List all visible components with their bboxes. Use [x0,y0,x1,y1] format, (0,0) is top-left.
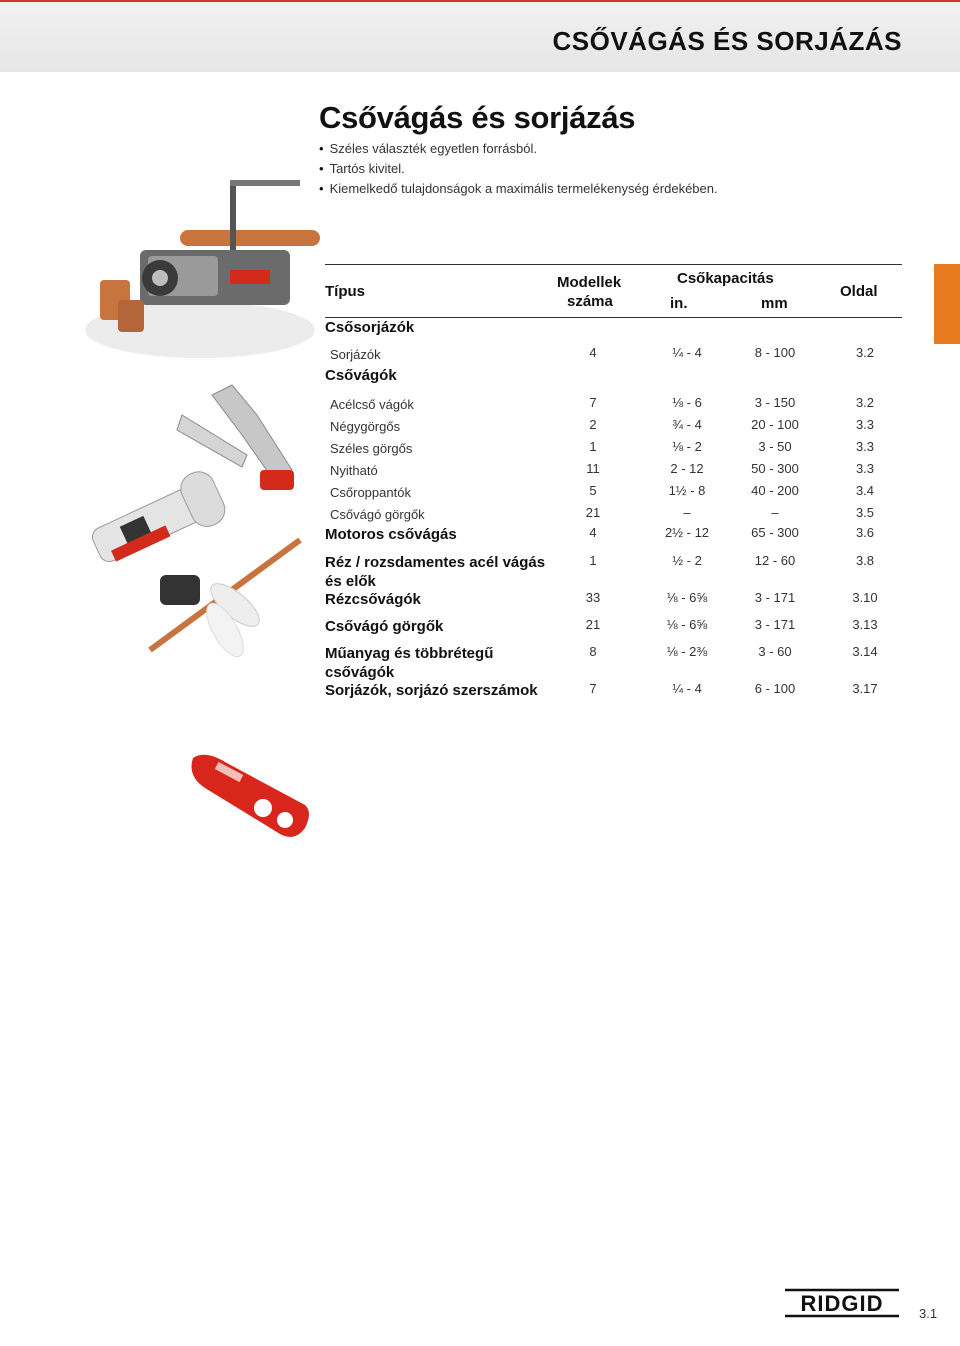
row-in: ¼ - 4 [672,345,702,360]
row-mm: 3 - 171 [754,617,796,632]
page-header-bar [0,0,960,72]
row-in: ⅛ - 6⅝ [666,617,708,632]
row-label: Csővágók [325,367,397,384]
row-in: 1½ - 8 [668,483,706,498]
row-label: Csőroppantók [330,485,411,500]
page-number: 3.1 [919,1306,938,1321]
row-label: Csővágó görgők [325,618,444,635]
row-page: 3.14 [852,644,878,659]
row-mm: 3 - 60 [758,644,792,659]
row-mm: 3 - 171 [754,590,796,605]
row-page: 3.3 [855,439,875,454]
row-mm: 40 - 200 [751,483,799,498]
header-type: Típus [325,283,365,300]
row-page: 3.13 [852,617,878,632]
chapter-tab [934,264,960,344]
row-in: ⅛ - 2 [672,439,702,454]
row-label: Acélcső vágók [330,397,414,412]
row-models: 21 [585,505,601,520]
section-title: Csővágás és sorjázás [319,100,636,135]
row-page: 3.8 [855,553,875,568]
row-page: 3.6 [855,525,875,540]
row-models: 8 [589,644,597,659]
row-label: Széles görgős [330,441,413,456]
row-label: Műanyag és többrétegű csővágók [325,645,494,681]
row-in: ¼ - 4 [672,681,702,696]
row-mm: 12 - 60 [754,553,796,568]
row-page: 3.3 [855,461,875,476]
row-models: 1 [589,553,597,568]
row-in: ⅛ - 2⅜ [666,644,708,659]
feature-item: • Széles választék egyetlen forrásból. [319,139,718,159]
row-models: 21 [585,617,601,632]
row-models: 7 [589,395,597,410]
row-page: 3.5 [855,505,875,520]
row-mm: 65 - 300 [751,525,799,540]
row-in: – [683,505,691,520]
copper-tube-cutter-illustration [140,535,310,675]
row-label: Nyitható [330,463,378,478]
row-label: Csővágó görgők [330,507,425,522]
row-models: 1 [589,439,597,454]
row-models: 5 [589,483,597,498]
row-models: 11 [586,461,600,476]
row-mm: 6 - 100 [754,681,796,696]
row-mm: 3 - 150 [754,395,796,410]
row-mm: 50 - 300 [751,461,799,476]
row-label: Csősorjázók [325,319,415,336]
row-page: 3.2 [855,345,875,360]
row-in: ⅛ - 6⅝ [666,590,708,605]
row-in: ½ - 2 [672,553,702,568]
page-header-title: CSŐVÁGÁS ÉS SORJÁZÁS [552,26,902,56]
svg-text:RIDGID: RIDGID [800,1291,884,1316]
table-header [325,264,902,318]
row-mm: 20 - 100 [751,417,799,432]
feature-list [319,139,718,199]
row-models: 2 [589,417,597,432]
row-in: 2 - 12 [670,461,704,476]
row-label: Motoros csővágás [325,526,457,543]
plastic-tube-cutter-illustration [185,750,315,845]
row-mm: – [771,505,779,520]
row-label: Sorjázók [330,347,381,362]
row-mm: 3 - 50 [758,439,792,454]
row-label: Rézcsővágók [325,591,421,608]
row-page: 3.4 [855,483,875,498]
reamer-machine-illustration [80,170,320,360]
row-models: 4 [589,345,597,360]
feature-item: • Tartós kivitel. [319,159,718,179]
row-page: 3.3 [855,417,875,432]
row-label: Sorjázók, sorjázó szerszámok [325,682,538,699]
header-capacity: Csőkapacitás [677,270,774,287]
feature-item: • Kiemelkedő tulajdonságok a maximális termelékenység érdekében. [319,179,718,199]
header-mm: mm [761,295,788,312]
header-models-line1: Modellek [557,274,622,291]
row-models: 33 [585,590,601,605]
row-in: 2½ - 12 [664,525,710,540]
row-page: 3.17 [852,681,878,696]
row-page: 3.2 [855,395,875,410]
row-mm: 8 - 100 [754,345,796,360]
ridgid-logo [783,1287,901,1319]
row-in: ⅛ - 6 [672,395,702,410]
row-models: 7 [589,681,597,696]
row-label: Réz / rozsdamentes acél vágás és elők [325,554,546,590]
row-in: ¾ - 4 [672,417,702,432]
header-models-line2: száma [567,293,613,310]
header-page: Oldal [840,283,878,300]
row-label: Négygörgős [330,419,401,434]
header-in: in. [670,295,688,312]
product-table [325,264,902,699]
row-models: 4 [589,525,597,540]
row-page: 3.10 [852,590,878,605]
